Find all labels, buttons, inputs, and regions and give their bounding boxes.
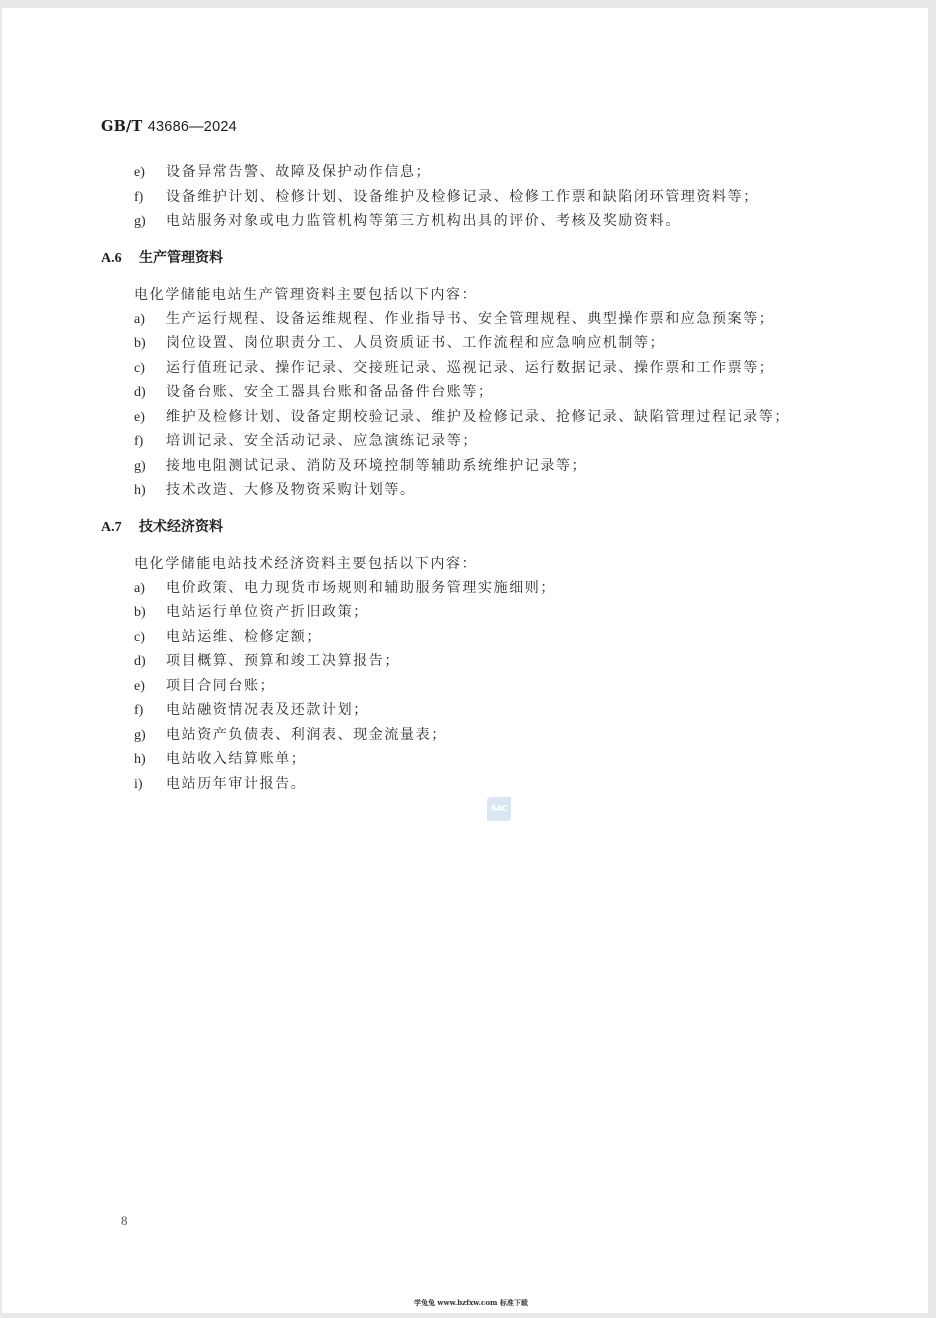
list-item: [134, 430, 478, 450]
list-item: [134, 210, 681, 230]
item-label: g): [134, 214, 146, 229]
item-label: a): [134, 312, 145, 327]
item-label: g): [134, 459, 146, 474]
list-item: [134, 455, 587, 475]
item-text: 项目合同台账；: [166, 678, 276, 694]
list-item: [134, 724, 447, 744]
item-label: d): [134, 654, 146, 669]
list-item: [134, 650, 400, 670]
item-text: 项目概算、预算和竣工决算报告；: [166, 653, 400, 669]
item-text: 岗位设置、岗位职责分工、人员资质证书、工作流程和应急响应机制等；: [166, 335, 666, 351]
item-label: b): [134, 336, 146, 351]
list-item: [134, 675, 275, 695]
item-text: 运行值班记录、操作记录、交接班记录、巡视记录、运行数据记录、操作票和工作票等；: [166, 360, 775, 376]
item-text: 电站运维、检修定额；: [166, 629, 322, 645]
item-label: e): [134, 679, 145, 694]
list-item: [134, 773, 306, 793]
item-text: 设备异常告警、故障及保护动作信息；: [166, 164, 432, 180]
item-label: h): [134, 752, 146, 767]
section-intro: 电化学储能电站生产管理资料主要包括以下内容：: [134, 287, 478, 303]
standard-header: [101, 118, 237, 135]
item-label: f): [134, 190, 144, 205]
list-item: [134, 699, 369, 719]
list-item: [134, 626, 322, 646]
item-label: i): [134, 777, 143, 792]
list-item: [134, 381, 494, 401]
list-item: [134, 406, 790, 426]
item-label: a): [134, 581, 145, 596]
sac-logo-icon: SAC: [487, 797, 511, 821]
item-label: e): [134, 410, 145, 425]
list-item: [134, 577, 556, 597]
standard-code: 43686—2024: [147, 119, 237, 135]
list-item: [134, 748, 306, 768]
list-item: [134, 332, 665, 352]
item-label: d): [134, 385, 146, 400]
item-text: 设备台账、安全工器具台账和备品备件台账等；: [166, 384, 494, 400]
item-label: f): [134, 434, 144, 449]
item-label: h): [134, 483, 146, 498]
list-item: [134, 308, 774, 328]
item-text: 电站运行单位资产折旧政策；: [166, 604, 369, 620]
item-label: g): [134, 728, 146, 743]
item-text: 电站收入结算账单；: [166, 751, 307, 767]
item-text: 培训记录、安全活动记录、应急演练记录等；: [166, 433, 478, 449]
list-item: [134, 186, 759, 206]
list-item: [134, 161, 431, 181]
list-item: [134, 601, 369, 621]
item-text: 电价政策、电力现货市场规则和辅助服务管理实施细则；: [166, 580, 556, 596]
item-label: b): [134, 605, 146, 620]
item-label: e): [134, 165, 145, 180]
footer-watermark: 学兔兔 www.bzfxw.com 标准下载: [414, 1298, 528, 1307]
standard-number: GB/T: [101, 118, 143, 135]
item-text: 接地电阻测试记录、消防及环境控制等辅助系统维护记录等；: [166, 458, 588, 474]
item-text: 技术改造、大修及物资采购计划等。: [166, 482, 416, 498]
section-number: A.7: [101, 520, 122, 535]
item-label: c): [134, 361, 145, 376]
section-heading-a6: [101, 247, 223, 267]
list-item: [134, 357, 774, 377]
item-text: 电站历年审计报告。: [166, 776, 307, 792]
item-text: 电站服务对象或电力监管机构等第三方机构出具的评价、考核及奖励资料。: [166, 213, 681, 229]
item-text: 维护及检修计划、设备定期校验记录、维护及检修记录、抢修记录、缺陷管理过程记录等；: [166, 409, 790, 425]
item-text: 电站资产负债表、利润表、现金流量表；: [166, 727, 447, 743]
item-text: 设备维护计划、检修计划、设备维护及检修记录、检修工作票和缺陷闭环管理资料等；: [166, 189, 759, 205]
section-number: A.6: [101, 251, 122, 266]
item-label: c): [134, 630, 145, 645]
section-heading-a7: [101, 516, 223, 536]
section-intro: 电化学储能电站技术经济资料主要包括以下内容：: [134, 556, 478, 572]
section-title: 生产管理资料: [139, 250, 223, 266]
item-label: f): [134, 703, 144, 718]
item-text: 电站融资情况表及还款计划；: [166, 702, 369, 718]
section-title: 技术经济资料: [139, 519, 223, 535]
item-text: 生产运行规程、设备运维规程、作业指导书、安全管理规程、典型操作票和应急预案等；: [166, 311, 775, 327]
list-item: [134, 479, 416, 499]
page-number: 8: [121, 1213, 128, 1228]
